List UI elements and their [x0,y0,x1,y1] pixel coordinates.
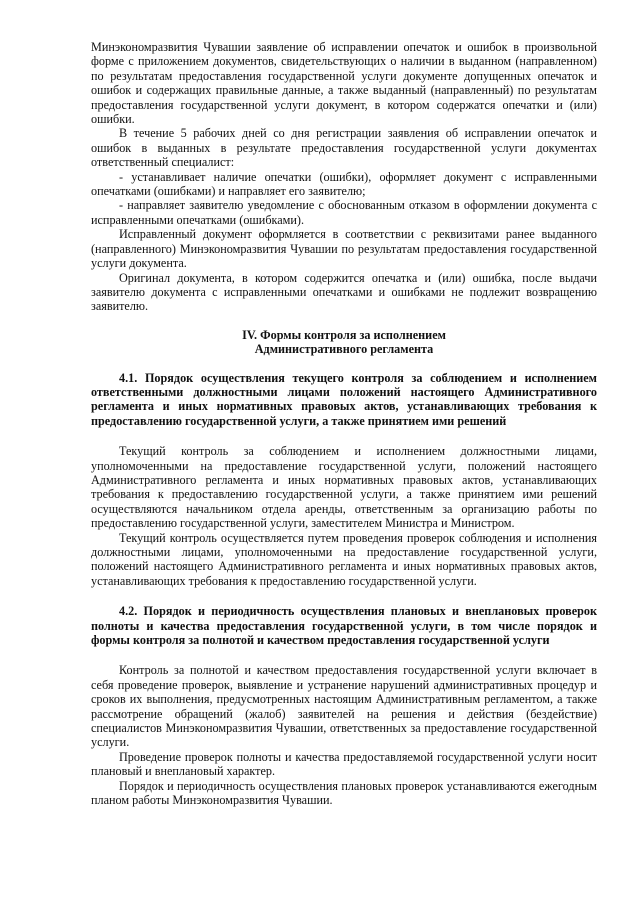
document-page [91,40,597,808]
list-item-establish-typo: - устанавливает наличие опечатки (ошибки), оформляет документ с исправленными опечатками (ошибками) и направляет его заявителю; [91,169,597,199]
paragraph-five-days: В течение 5 рабочих дней со дня регистрации заявления об исправлении опечаток и ошибок в выданных в результате предоставления государственной услуги документах ответственный специалист: [91,126,597,170]
paragraph-current-control-checks: Текущий контроль осуществляется путем проведения проверок соблюдения и исполнения должностными лицами, уполномоченными на предоставление государственной услуги, положений настоящего Административного регламента и иных нормативных правовых актов, устанавливающих требования к предоставлению государственной услуги. [91,530,597,588]
subsection-4-2-title: 4.2. Порядок и периодичность осуществления плановых и внеплановых проверок полноты и качества предоставления государственной услуги, в том числе порядок и формы контроля за полнотой и качеством предоставления государственной услуги [91,604,597,648]
paragraph-application-correction: Минэкономразвития Чувашии заявление об исправлении опечаток и ошибок в произвольной форме с приложением документов, свидетельствующих о наличии в выданном (направленном) по результатам предоставления государственной услуги документе допущенных опечаток и ошибок и содержащих правильные данные, а также выданный (направленный) по результатам предоставления государственной услуги документ, в котором содержатся опечатки и (или) ошибки. [91,40,597,127]
paragraph-inspection-types: Проведение проверок полноты и качества предоставляемой государственной услуги носит плановый и внеплановый характер. [91,749,597,779]
subsection-4-1-title: 4.1. Порядок осуществления текущего контроля за соблюдением и исполнением ответственными должностными лицами положений настоящего Административного регламента и иных нормативных правовых актов, устанавливающих требования к предоставлению государственной услуги, а также принятием ими решений [91,370,597,428]
paragraph-planned-inspections: Порядок и периодичность осуществления плановых проверок устанавливаются ежегодным планом работы Минэкономразвития Чувашии. [91,778,597,808]
section-title-line-1: IV. Формы контроля за исполнением [242,327,446,342]
paragraph-quality-control: Контроль за полнотой и качеством предоставления государственной услуги включает в себя проведение проверок, выявление и устранение нарушений административных процедур и сроков их выполнения, предусмотренных настоящим Административным регламентом, а также рассмотрение обращений (жалоб) заявителей на решения и действия (бездействие) специалистов Минэкономразвития Чувашии, ответственных за предоставление государственной услуги. [91,663,597,750]
section-title [91,328,597,357]
paragraph-original-document: Оригинал документа, в котором содержится опечатка и (или) ошибка, после выдачи заявителю документа с исправленными опечатками и ошибками не подлежит возвращению заявителю. [91,270,597,314]
spacer [91,588,597,604]
paragraph-current-control: Текущий контроль за соблюдением и исполнением должностными лицами, уполномоченными на предоставление государственной услуги, положений настоящего Административного регламента и иных нормативных правовых актов, устанавливающих требования к предоставлению государственной услуги, а также принятием ими решений осуществляются начальником отдела аренды, ответственным за организацию работы по предоставлению государственной услуги, заместителем Министра и Министром. [91,444,597,531]
list-item-refusal-notice: - направляет заявителю уведомление с обоснованным отказом в оформлении документа с исправленными опечатками (ошибками). [91,198,597,227]
paragraph-corrected-document: Исправленный документ оформляется в соответствии с реквизитами ранее выданного (направленного) Минэкономразвития Чувашии по результатам предоставления государственной услуги документа. [91,227,597,271]
section-title-line-2: Административного регламента [254,342,434,357]
